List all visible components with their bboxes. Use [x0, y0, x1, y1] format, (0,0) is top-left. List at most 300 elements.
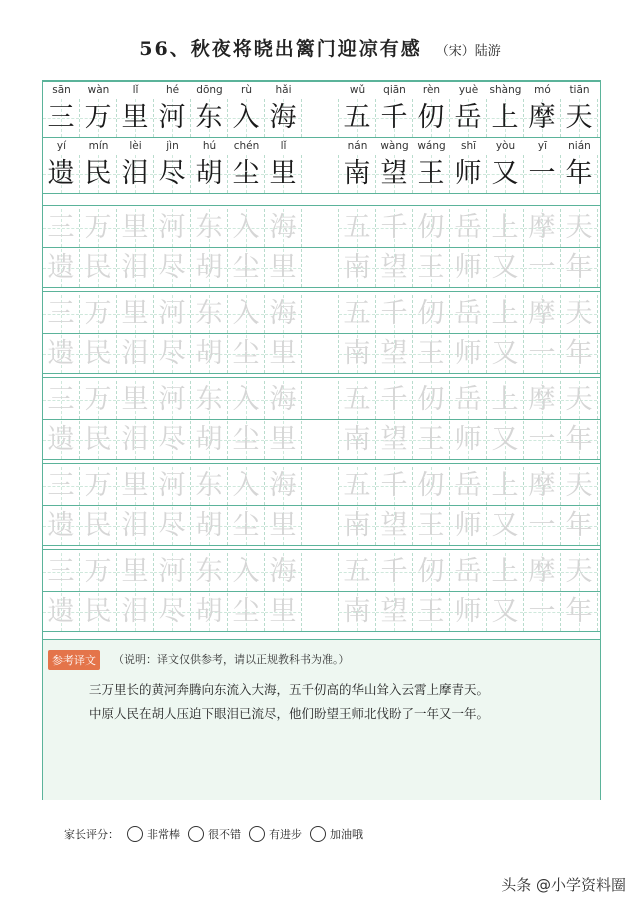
grid-cell [561, 99, 598, 137]
grid-cell [228, 335, 265, 373]
grid-cell [80, 593, 117, 631]
grid-cell [450, 381, 487, 419]
grid-cell [339, 507, 376, 545]
grid-cell [450, 421, 487, 459]
grid-cell [413, 507, 450, 545]
character: 年 [565, 338, 593, 369]
grid-row-trace [43, 209, 600, 247]
grid-row-trace [43, 421, 600, 459]
grid-cell [191, 593, 228, 631]
character: 年 [565, 424, 593, 455]
pinyin: wàng [380, 140, 409, 152]
character [302, 249, 338, 287]
character: 上 [491, 102, 519, 133]
character: 东 [195, 384, 223, 415]
character: 万 [84, 298, 112, 329]
rating-option-circle[interactable] [249, 826, 265, 842]
character: 南 [343, 596, 371, 627]
character: 望 [380, 510, 408, 541]
pinyin: hú [202, 140, 217, 152]
character: 仞 [417, 556, 445, 587]
grid-cell [524, 421, 561, 459]
character: 望 [380, 596, 408, 627]
character: 海 [269, 384, 297, 415]
character: 望 [380, 424, 408, 455]
grid-cell [117, 249, 154, 287]
grid-cell [487, 209, 524, 247]
character: 三 [47, 212, 75, 243]
character: 尘 [232, 158, 260, 189]
grid-row-ink [43, 99, 600, 137]
character [302, 507, 338, 545]
character: 南 [343, 424, 371, 455]
grid-cell [80, 381, 117, 419]
grid-cell [524, 381, 561, 419]
grid-cell [561, 155, 598, 193]
grid-cell [43, 155, 80, 193]
grid-cell [117, 335, 154, 373]
grid-cell [487, 593, 524, 631]
grid-cell [228, 507, 265, 545]
grid-cell [191, 335, 228, 373]
pinyin: tiān [569, 84, 590, 96]
pinyin: wǔ [349, 84, 366, 96]
grid-cell [524, 99, 561, 137]
grid-cell [376, 295, 413, 333]
grid-cell [265, 467, 302, 505]
character: 年 [565, 252, 593, 283]
grid-row-trace [43, 249, 600, 287]
grid-cell [487, 155, 524, 193]
character: 千 [380, 212, 408, 243]
grid-cell [117, 295, 154, 333]
character: 尽 [158, 252, 186, 283]
character: 尽 [158, 158, 186, 189]
character: 泪 [121, 338, 149, 369]
character: 入 [232, 102, 260, 133]
grid-cell [376, 381, 413, 419]
character: 千 [380, 470, 408, 501]
character: 千 [380, 556, 408, 587]
grid-cell [228, 421, 265, 459]
character: 仞 [417, 212, 445, 243]
grid-cell [117, 467, 154, 505]
character: 仞 [417, 384, 445, 415]
grid-divider [43, 459, 600, 460]
character: 天 [565, 470, 593, 501]
character: 东 [195, 102, 223, 133]
pinyin: mín [88, 140, 109, 152]
character: 遗 [47, 596, 75, 627]
pinyin: lǐ [132, 84, 139, 96]
grid-cell [302, 381, 339, 419]
grid-cell [265, 249, 302, 287]
character: 尽 [158, 596, 186, 627]
character: 遗 [47, 158, 75, 189]
grid-cell [43, 381, 80, 419]
character: 里 [269, 596, 297, 627]
grid-cell [302, 593, 339, 631]
character: 河 [158, 102, 186, 133]
grid-cell [524, 553, 561, 591]
character: 万 [84, 470, 112, 501]
grid-cell [450, 467, 487, 505]
grid-cell [339, 381, 376, 419]
grid-row-trace [43, 467, 600, 505]
character: 海 [269, 102, 297, 133]
grid-cell [450, 249, 487, 287]
character: 仞 [417, 470, 445, 501]
character: 岳 [454, 556, 482, 587]
pinyin: wáng [417, 140, 446, 152]
grid-cell [154, 593, 191, 631]
watermark: 头条 @小学资料圈 [501, 876, 626, 894]
translation-line-1: 三万里长的黄河奔腾向东流入大海，五千仞高的华山耸入云霄上摩青天。 [89, 682, 490, 697]
character: 里 [121, 298, 149, 329]
rating-option-label: 加油哦 [330, 828, 363, 841]
grid-cell [265, 381, 302, 419]
character: 海 [269, 212, 297, 243]
grid-row-ink [43, 155, 600, 193]
grid-cell [154, 335, 191, 373]
character [302, 155, 338, 193]
character: 遗 [47, 252, 75, 283]
character: 里 [121, 556, 149, 587]
pinyin: mó [534, 84, 551, 96]
character: 五 [343, 212, 371, 243]
grid-cell [117, 99, 154, 137]
character: 泪 [121, 424, 149, 455]
character: 望 [380, 252, 408, 283]
grid-cell [43, 507, 80, 545]
pinyin: nán [347, 140, 368, 152]
character: 尽 [158, 338, 186, 369]
grid-cell [43, 249, 80, 287]
character: 海 [269, 556, 297, 587]
grid-cell [450, 155, 487, 193]
grid-cell [80, 249, 117, 287]
character: 五 [343, 556, 371, 587]
character: 胡 [195, 424, 223, 455]
grid-cell [487, 507, 524, 545]
pinyin-row [43, 81, 600, 100]
character: 三 [47, 470, 75, 501]
character: 遗 [47, 510, 75, 541]
grid-cell [413, 467, 450, 505]
character: 东 [195, 212, 223, 243]
pinyin: wàn [87, 84, 110, 96]
character: 千 [380, 384, 408, 415]
grid-cell [265, 335, 302, 373]
character [302, 593, 338, 631]
parent-rating [64, 826, 363, 842]
grid-cell [228, 593, 265, 631]
character: 师 [454, 252, 482, 283]
grid-divider [43, 631, 600, 632]
character: 摩 [528, 384, 556, 415]
translation-badge: 参考译文 [48, 650, 100, 670]
character: 望 [380, 338, 408, 369]
grid-cell [450, 593, 487, 631]
grid-cell [561, 421, 598, 459]
character: 一 [528, 510, 556, 541]
grid-cell [154, 553, 191, 591]
grid-cell [339, 335, 376, 373]
grid-cell [154, 507, 191, 545]
character: 胡 [195, 158, 223, 189]
grid-cell [561, 249, 598, 287]
grid-cell [43, 593, 80, 631]
grid-cell [191, 249, 228, 287]
character: 三 [47, 298, 75, 329]
grid-cell [43, 467, 80, 505]
character: 尽 [158, 424, 186, 455]
grid-row-trace [43, 381, 600, 419]
grid-cell [413, 593, 450, 631]
grid-cell [450, 99, 487, 137]
character: 上 [491, 384, 519, 415]
grid-cell [413, 249, 450, 287]
character: 又 [491, 424, 519, 455]
character: 摩 [528, 102, 556, 133]
pinyin: hǎi [275, 84, 292, 96]
character: 上 [491, 556, 519, 587]
character: 民 [84, 252, 112, 283]
character: 泪 [121, 510, 149, 541]
rating-option-circle[interactable] [310, 826, 326, 842]
character: 仞 [417, 298, 445, 329]
grid-cell [265, 295, 302, 333]
character: 胡 [195, 252, 223, 283]
rating-option-label: 有进步 [269, 828, 302, 841]
grid-cell [154, 421, 191, 459]
rating-option-circle[interactable] [188, 826, 204, 842]
character: 尘 [232, 596, 260, 627]
translation-line-2: 中原人民在胡人压迫下眼泪已流尽，他们盼望王师北伐盼了一年又一年。 [89, 706, 490, 721]
grid-cell [191, 421, 228, 459]
grid-cell [339, 209, 376, 247]
character: 师 [454, 424, 482, 455]
character: 尘 [232, 424, 260, 455]
character: 里 [269, 158, 297, 189]
grid-divider [43, 247, 600, 248]
character: 民 [84, 596, 112, 627]
grid-cell [376, 249, 413, 287]
character: 泪 [121, 252, 149, 283]
grid-divider [43, 591, 600, 592]
grid-cell [413, 421, 450, 459]
page-title [0, 34, 640, 61]
character: 南 [343, 510, 371, 541]
grid-cell [80, 507, 117, 545]
grid-cell [228, 381, 265, 419]
character: 河 [158, 212, 186, 243]
grid-cell [376, 507, 413, 545]
grid-cell [80, 99, 117, 137]
grid-cell [450, 209, 487, 247]
character: 一 [528, 424, 556, 455]
grid-cell [524, 295, 561, 333]
character: 民 [84, 158, 112, 189]
character: 一 [528, 252, 556, 283]
grid-divider [43, 193, 600, 194]
grid-cell [561, 467, 598, 505]
character: 万 [84, 384, 112, 415]
character: 天 [565, 212, 593, 243]
grid-cell [339, 553, 376, 591]
rating-option-label: 很不错 [208, 828, 241, 841]
grid-cell [413, 155, 450, 193]
grid-cell [80, 209, 117, 247]
grid-cell [302, 421, 339, 459]
grid-cell [191, 381, 228, 419]
grid-cell [487, 295, 524, 333]
grid-cell [524, 507, 561, 545]
grid-cell [413, 295, 450, 333]
pinyin: yuè [458, 84, 479, 96]
character: 年 [565, 596, 593, 627]
grid-cell [524, 249, 561, 287]
character: 入 [232, 298, 260, 329]
character: 师 [454, 510, 482, 541]
pinyin: rù [241, 84, 252, 96]
pinyin: jìn [166, 140, 179, 152]
grid-cell [43, 335, 80, 373]
grid-cell [450, 507, 487, 545]
grid-cell [117, 593, 154, 631]
pinyin: qiān [383, 84, 406, 96]
grid-cell [302, 99, 339, 137]
character: 五 [343, 384, 371, 415]
grid-row-trace [43, 335, 600, 373]
grid-cell [228, 209, 265, 247]
grid-cell [561, 507, 598, 545]
character: 一 [528, 338, 556, 369]
translation-note: （说明：译文仅供参考，请以正规教科书为准。） [113, 653, 350, 666]
grid-cell [376, 155, 413, 193]
grid-cell [43, 99, 80, 137]
character: 又 [491, 510, 519, 541]
pinyin: yī [537, 140, 548, 152]
grid-cell [154, 249, 191, 287]
character: 岳 [454, 102, 482, 133]
poem-title: 56、秋夜将晓出篱门迎凉有感 [139, 38, 422, 60]
grid-cell [154, 155, 191, 193]
grid-cell [302, 467, 339, 505]
grid-divider [43, 373, 600, 374]
character: 千 [380, 102, 408, 133]
character [302, 421, 338, 459]
character: 河 [158, 384, 186, 415]
grid-cell [413, 381, 450, 419]
grid-cell [80, 467, 117, 505]
grid-cell [80, 155, 117, 193]
grid-cell [487, 335, 524, 373]
character: 胡 [195, 596, 223, 627]
character: 三 [47, 556, 75, 587]
character: 河 [158, 298, 186, 329]
pinyin: hé [165, 84, 180, 96]
rating-option-circle[interactable] [127, 826, 143, 842]
character: 天 [565, 102, 593, 133]
character: 岳 [454, 298, 482, 329]
character: 遗 [47, 338, 75, 369]
grid-cell [154, 295, 191, 333]
character: 东 [195, 298, 223, 329]
character: 遗 [47, 424, 75, 455]
grid-row-trace [43, 593, 600, 631]
grid-cell [339, 249, 376, 287]
grid-divider [43, 505, 600, 506]
character: 万 [84, 556, 112, 587]
character: 上 [491, 212, 519, 243]
grid-cell [228, 99, 265, 137]
character: 里 [269, 338, 297, 369]
character: 又 [491, 338, 519, 369]
character: 尽 [158, 510, 186, 541]
character: 师 [454, 596, 482, 627]
character: 东 [195, 556, 223, 587]
pinyin: lǐ [280, 140, 287, 152]
character: 摩 [528, 470, 556, 501]
character: 天 [565, 298, 593, 329]
pinyin: chén [233, 140, 260, 152]
grid-divider [43, 463, 600, 464]
grid-cell [376, 209, 413, 247]
grid-cell [524, 467, 561, 505]
grid-row-trace [43, 295, 600, 333]
grid-cell [80, 553, 117, 591]
character: 里 [269, 424, 297, 455]
grid-cell [302, 507, 339, 545]
grid-cell [80, 421, 117, 459]
pinyin: shī [460, 140, 477, 152]
writing-sheet [42, 80, 601, 800]
character: 天 [565, 556, 593, 587]
character: 又 [491, 252, 519, 283]
character: 海 [269, 298, 297, 329]
character: 民 [84, 510, 112, 541]
character: 岳 [454, 384, 482, 415]
character: 里 [121, 102, 149, 133]
grid-cell [413, 553, 450, 591]
pinyin-row [43, 137, 600, 156]
character: 河 [158, 556, 186, 587]
character: 王 [417, 510, 445, 541]
grid-cell [561, 553, 598, 591]
grid-cell [265, 209, 302, 247]
grid-divider [43, 377, 600, 378]
grid-cell [376, 421, 413, 459]
grid-cell [339, 295, 376, 333]
grid-divider [43, 287, 600, 288]
grid-cell [302, 553, 339, 591]
character: 胡 [195, 510, 223, 541]
grid-cell [487, 99, 524, 137]
grid-cell [154, 467, 191, 505]
pinyin: rèn [422, 84, 441, 96]
rating-option-label: 非常棒 [147, 828, 180, 841]
grid-cell [524, 209, 561, 247]
character: 南 [343, 252, 371, 283]
character: 王 [417, 158, 445, 189]
character: 河 [158, 470, 186, 501]
grid-cell [154, 209, 191, 247]
grid-cell [302, 295, 339, 333]
grid-cell [561, 335, 598, 373]
grid-cell [487, 553, 524, 591]
grid-cell [43, 209, 80, 247]
